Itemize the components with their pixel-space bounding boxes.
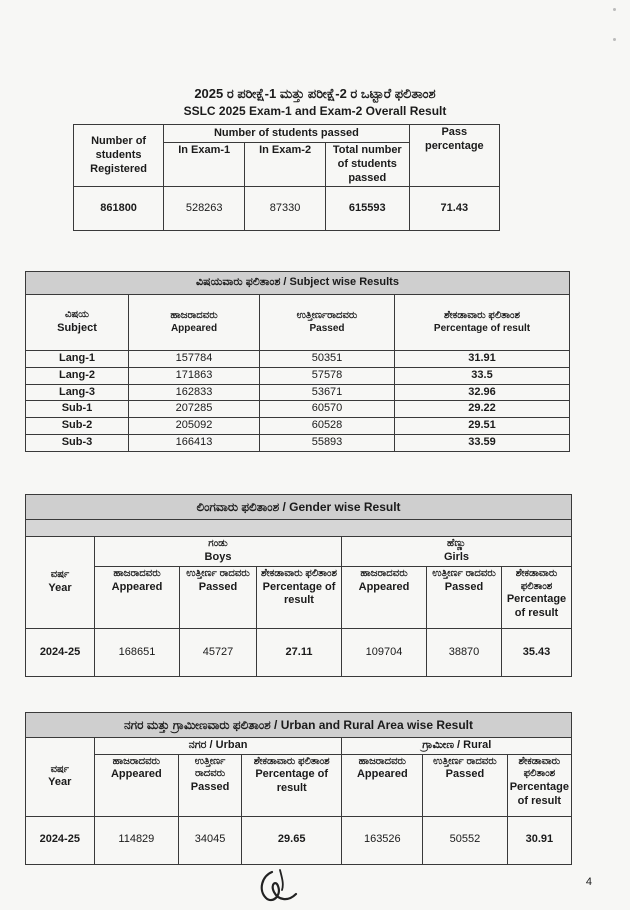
rural-appeared-header: ಹಾಜರಾದವರು Appeared	[342, 754, 423, 816]
urban-header: ನಗರ / Urban	[94, 738, 342, 755]
overall-title-kannada: 2025 ರ ಪರೀಕ್ಷೆ-1 ಮತ್ತು ಪರೀಕ್ಷೆ-2 ರ ಒಟ್ಟಾರೆ ಫಲಿತಾಂಶ	[194, 86, 436, 101]
total-passed-header: Total number of students passed	[325, 143, 409, 187]
girls-appeared-header: ಹಾಜರಾದವರು Appeared	[342, 567, 427, 629]
urban-percentage-header: ಶೇಕಡಾವಾರು ಫಲಿತಾಂಶ Percentage of result	[241, 754, 342, 816]
appeared-header: ಹಾಜರಾದವರು Appeared	[129, 295, 260, 351]
passed-header: ಉತ್ತೀರ್ಣರಾದವರು Passed	[260, 295, 395, 351]
boys-percentage-header: ಶೇಕಡಾವಾರು ಫಲಿತಾಂಶ Percentage of result	[257, 567, 342, 629]
table-row: 2024-25 114829 34045 29.65 163526 50552 30.91	[26, 816, 572, 864]
year-header: ವರ್ಷ Year	[26, 738, 95, 817]
urban-appeared-header: ಹಾಜರಾದವರು Appeared	[94, 754, 179, 816]
boys-appeared-header: ಹಾಜರಾದವರು Appeared	[95, 567, 180, 629]
pass-percentage-header: Pass percentage	[409, 125, 499, 187]
registered-value: 861800	[74, 187, 164, 231]
urban-rural-band: ನಗರ ಮತ್ತು ಗ್ರಾಮೀಣವಾರು ಫಲಿತಾಂಶ / Urban and Rural Area wise Result	[26, 713, 572, 738]
subject-header: ವಿಷಯ Subject	[26, 295, 129, 351]
urban-rural-table	[25, 712, 572, 865]
urban-passed-header: ಉತ್ತೀರ್ಣ ರಾದವರು Passed	[179, 754, 242, 816]
table-row: Lang-3 162833 53671 32.96	[26, 384, 570, 401]
table-row: Sub-3 166413 55893 33.59	[26, 434, 570, 451]
table-row: Lang-1 157784 50351 31.91	[26, 351, 570, 368]
registered-header: Number of students Registered	[74, 125, 164, 187]
table-row: 2024-25 168651 45727 27.11 109704 38870 35.43	[26, 629, 572, 677]
table-row: Sub-1 207285 60570 29.22	[26, 401, 570, 418]
boys-header: ಗಂಡು Boys	[95, 537, 342, 567]
exam1-header: In Exam-1	[164, 143, 245, 187]
exam2-header: In Exam-2	[245, 143, 326, 187]
band-spacer	[26, 520, 572, 537]
rural-percentage-header: ಶೇಕಡಾವಾರು ಫಲಿತಾಂಶ Percentage of result	[507, 754, 571, 816]
boys-passed-header: ಉತ್ತೀರ್ಣ ರಾದವರು Passed	[180, 567, 257, 629]
girls-header: ಹೆಣ್ಣು Girls	[342, 537, 572, 567]
girls-passed-header: ಉತ್ತೀರ್ಣ ರಾದವರು Passed	[427, 567, 502, 629]
page-number: 4	[585, 876, 592, 888]
overall-result-table	[73, 124, 500, 231]
exam1-value: 528263	[164, 187, 245, 231]
gender-wise-band: ಲಿಂಗವಾರು ಫಲಿತಾಂಶ / Gender wise Result	[26, 495, 572, 520]
scan-speck	[613, 8, 616, 11]
rural-passed-header: ಉತ್ತೀರ್ಣ ರಾದವರು Passed	[423, 754, 508, 816]
gender-wise-table	[25, 494, 572, 677]
rural-header: ಗ್ರಾಮೀಣ / Rural	[342, 738, 572, 755]
table-row: Sub-2 205092 60528 29.51	[26, 418, 570, 435]
pass-percentage-value: 71.43	[409, 187, 499, 231]
total-passed-value: 615593	[325, 187, 409, 231]
percentage-header: ಶೇಕಡಾವಾರು ಫಲಿತಾಂಶ Percentage of result	[395, 295, 570, 351]
signature	[252, 866, 304, 906]
year-header: ವರ್ಷ Year	[26, 537, 95, 629]
exam2-value: 87330	[245, 187, 326, 231]
subject-wise-band: ವಿಷಯವಾರು ಫಲಿತಾಂಶ / Subject wise Results	[26, 272, 570, 295]
subject-wise-table	[25, 271, 570, 452]
girls-percentage-header: ಶೇಕಡಾವಾರು ಫಲಿತಾಂಶ Percentage of result	[502, 567, 572, 629]
passed-group-header: Number of students passed	[164, 125, 409, 143]
overall-title-english: SSLC 2025 Exam-1 and Exam-2 Overall Result	[183, 104, 447, 118]
scan-speck	[613, 38, 616, 41]
table-row: Lang-2 171863 57578 33.5	[26, 367, 570, 384]
